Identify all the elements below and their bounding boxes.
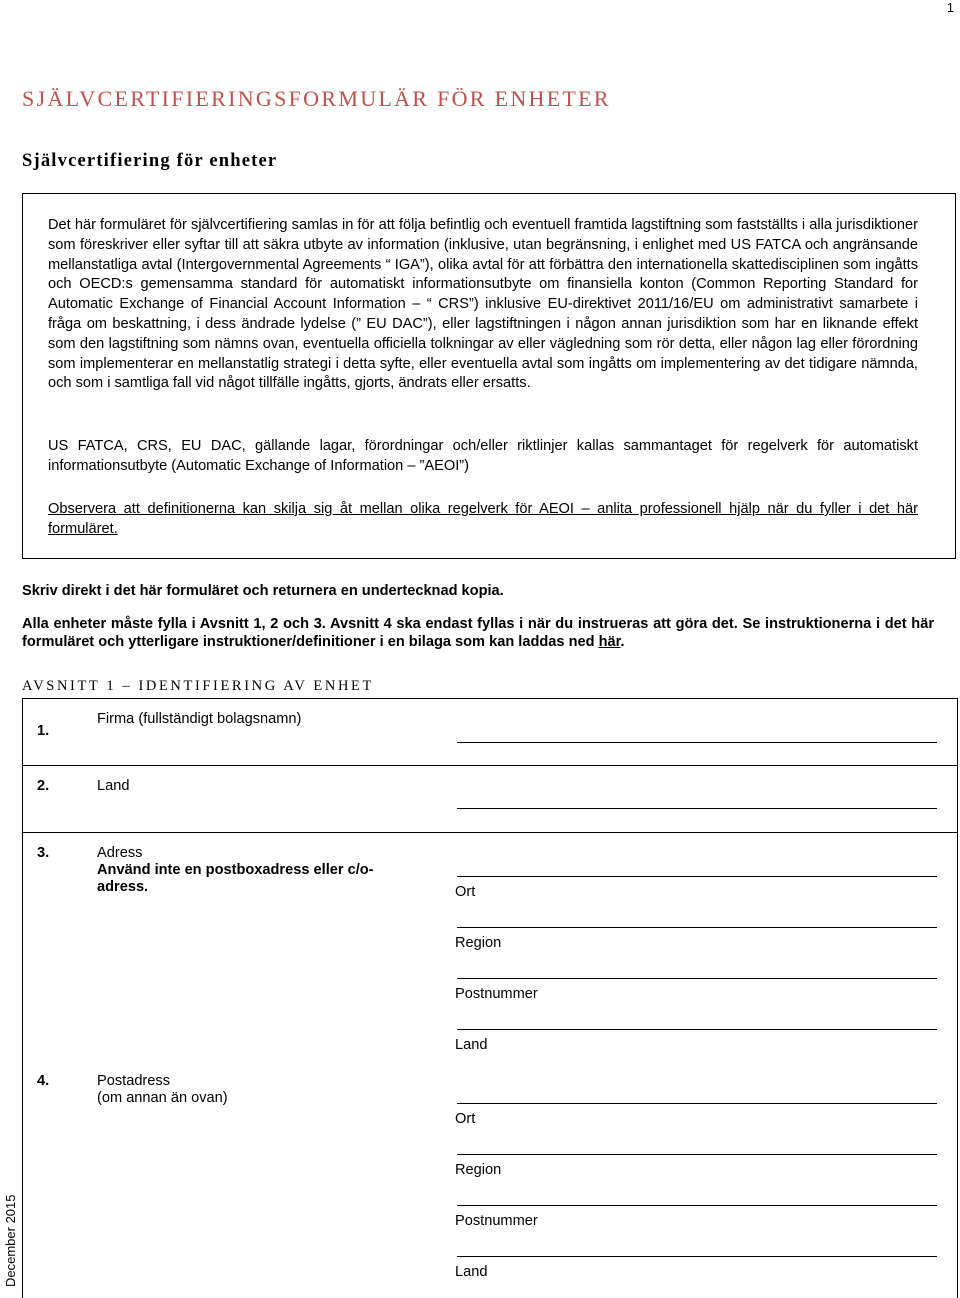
- identification-form: [22, 698, 958, 1298]
- address-country-label: Land: [455, 1037, 488, 1053]
- field-label-country: Land: [97, 778, 130, 794]
- page-number: 1: [946, 0, 954, 15]
- address-postcode-input[interactable]: [457, 1029, 937, 1030]
- address-region-label: Region: [455, 935, 502, 951]
- row-number: 3.: [37, 845, 50, 861]
- intro-box: [22, 193, 956, 559]
- postal-street-input[interactable]: [457, 1103, 937, 1104]
- document-title: SJÄLVCERTIFIERINGSFORMULÄR FÖR ENHETER: [22, 86, 611, 111]
- intro-paragraph-3: Observera att definitionerna kan skilja sig åt mellan olika regelverk för AEOI – anlita professionell hjälp när du fyller i det här formuläret.: [48, 501, 918, 537]
- postal-region-input[interactable]: [457, 1205, 937, 1206]
- field-label-company-name: Firma (fullständigt bolagsnamn): [97, 711, 302, 727]
- section-title: AVSNITT 1 – IDENTIFIERING AV ENHET: [22, 678, 374, 694]
- postal-region-label: Region: [455, 1162, 502, 1178]
- field-label-address: Adress: [97, 845, 143, 861]
- address-city-label: Ort: [455, 884, 476, 900]
- postal-address-note: (om annan än ovan): [97, 1090, 228, 1106]
- instruction-return: Skriv direkt i det här formuläret och returnera en undertecknad kopia.: [22, 583, 504, 599]
- company-name-input[interactable]: [457, 742, 937, 743]
- address-street-input[interactable]: [457, 876, 937, 877]
- field-label-postal-address: Postadress: [97, 1073, 171, 1089]
- document-subtitle: Självcertifiering för enheter: [22, 151, 278, 171]
- address-note: Använd inte en postboxadress eller c/o-adress.: [97, 862, 374, 895]
- instruction-sections-text: Alla enheter måste fylla i Avsnitt 1, 2 och 3. Avsnitt 4 ska endast fyllas i när du instrueras att göra det. Se instruktionerna i det här formuläret och ytterligare instruktioner/definitioner i en bilaga som kan laddas ned: [22, 616, 934, 650]
- instruction-sections: [22, 616, 934, 651]
- instruction-end: .: [620, 633, 625, 650]
- postal-city-label: Ort: [455, 1111, 476, 1127]
- download-link[interactable]: här: [598, 633, 621, 650]
- row-number: 1.: [37, 723, 50, 739]
- intro-paragraph-1: Det här formuläret för självcertifiering samlas in för att följa befintlig och eventuell framtida lagstiftning som fastställts i alla jurisdiktioner som föreskriver eller syftar till att säkra utbyte av information (inklusive, utan begränsning, i enlighet med US FATCA och angränsande mellanstatliga avtal (Intergovernmental Agreements “ IGA”), olika avtal för att förbättra den internationella skattedisciplinen som ingåtts och OECD:s gemensamma standard för automatiskt informationsutbyte om finansiella konton (Common Reporting Standard for Automatic Exchange of Financial Account Information – “ CRS”) inklusive EU-direktivet 2011/16/EU om administrativt samarbete i fråga om beskattning, i dess ändrade lydelse (” EU DAC”), eller lagstiftningen i någon annan jurisdiktion som har en liknande effekt som den lagstiftning som nämns ovan, eventuella officiella tolkningar av eller vägledning som rör detta, eller någon lag eller förordning som implementerar en mellanstatlig strategi i detta syfte, eller eventuella avtal som ingåtts om implementering av det tidigare nämnda, och som i samtliga fall vid något tillfälle ingåtts, gjorts, ändrats eller ersatts.: [48, 217, 918, 392]
- postal-postcode-label: Postnummer: [455, 1213, 538, 1229]
- address-region-input[interactable]: [457, 978, 937, 979]
- row-divider: [23, 765, 957, 766]
- row-number: 2.: [37, 778, 50, 794]
- postal-country-label: Land: [455, 1264, 488, 1280]
- address-postcode-label: Postnummer: [455, 986, 538, 1002]
- intro-paragraph-2: US FATCA, CRS, EU DAC, gällande lagar, förordningar och/eller riktlinjer kallas sammantaget för regelverk för automatiskt informationsutbyte (Automatic Exchange of Information – ”AEOI”): [48, 438, 918, 474]
- row-number: 4.: [37, 1073, 50, 1089]
- date-stamp: December 2015: [3, 1194, 18, 1287]
- postal-city-input[interactable]: [457, 1154, 937, 1155]
- row-divider: [23, 832, 957, 833]
- address-city-input[interactable]: [457, 927, 937, 928]
- country-input[interactable]: [457, 808, 937, 809]
- postal-postcode-input[interactable]: [457, 1256, 937, 1257]
